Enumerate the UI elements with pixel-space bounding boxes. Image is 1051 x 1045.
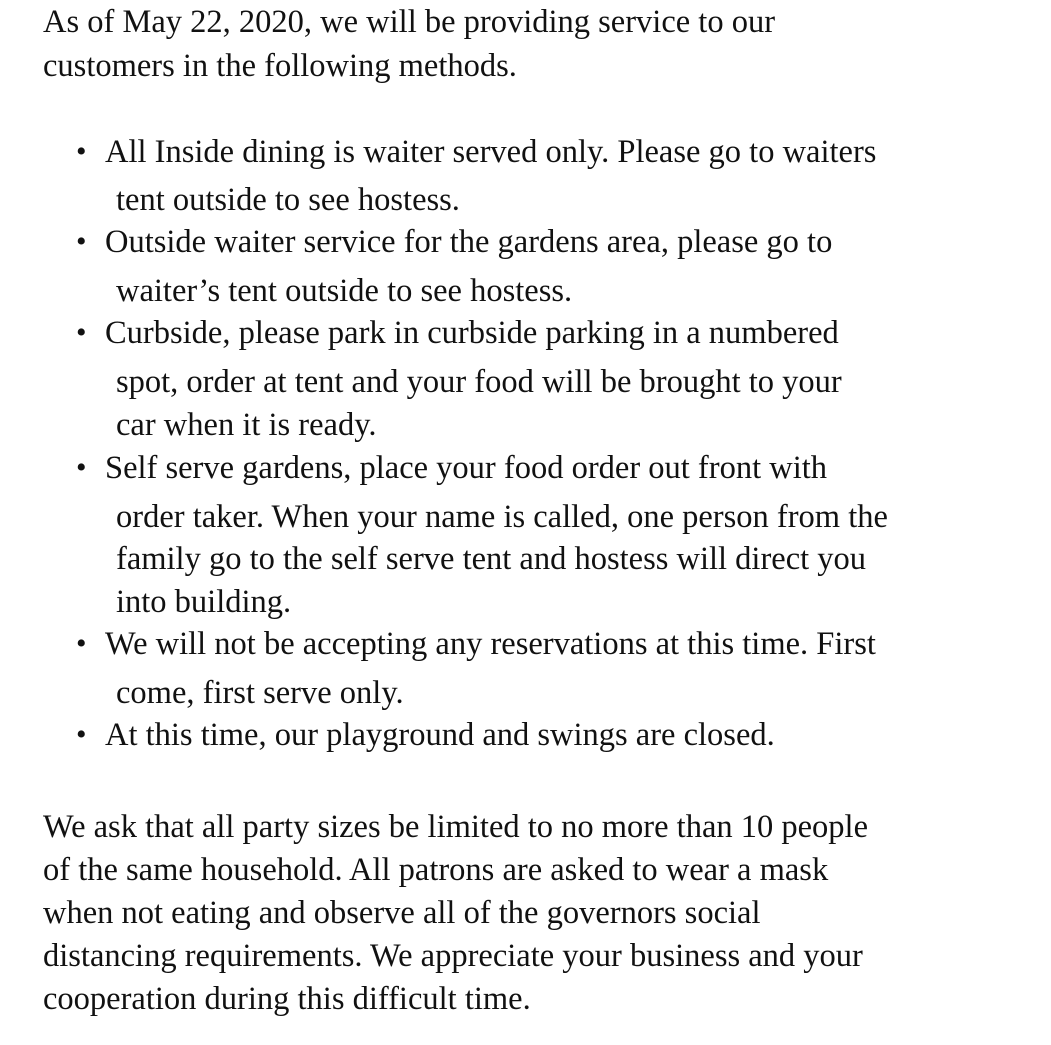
closing-line: when not eating and observe all of the governors social <box>43 895 761 931</box>
bullet-icon: • <box>76 451 87 484</box>
closing-line: of the same household. All patrons are asked to wear a mask <box>43 852 829 888</box>
list-item-line: Self serve gardens, place your food order out front with <box>105 450 827 486</box>
intro-paragraph <box>43 0 1003 88</box>
list-item-line: into building. <box>116 584 292 620</box>
list-item-line: order taker. When your name is called, one person from the <box>116 499 888 535</box>
list-item-line: waiter’s tent outside to see hostess. <box>116 273 573 309</box>
closing-line: cooperation during this difficult time. <box>43 981 531 1017</box>
closing-line: distancing requirements. We appreciate your business and your <box>43 938 863 974</box>
list-item-line: We will not be accepting any reservations at this time. First <box>105 626 876 662</box>
list-item-line: come, first serve only. <box>116 675 404 711</box>
intro-line: customers in the following methods. <box>43 48 517 84</box>
list-item-line: All Inside dining is waiter served only. Please go to waiters <box>105 134 877 170</box>
list-item-line: car when it is ready. <box>116 407 377 443</box>
bullet-icon: • <box>76 316 87 349</box>
closing-line: We ask that all party sizes be limited to no more than 10 people <box>43 809 869 845</box>
list-item-line: spot, order at tent and your food will be brought to your <box>116 364 842 400</box>
intro-line: As of May 22, 2020, we will be providing service to our <box>43 4 776 40</box>
bullet-icon: • <box>76 135 87 168</box>
list-item-line: family go to the self serve tent and hostess will direct you <box>116 541 867 577</box>
bullet-icon: • <box>76 225 87 258</box>
bullet-icon: • <box>76 627 87 660</box>
bullet-icon: • <box>76 718 87 751</box>
list-item-line: tent outside to see hostess. <box>116 182 460 218</box>
list-item-line: Curbside, please park in curbside parking in a numbered <box>105 315 839 351</box>
list-item-line: Outside waiter service for the gardens area, please go to <box>105 224 833 260</box>
list-item-line: At this time, our playground and swings are closed. <box>105 717 775 753</box>
